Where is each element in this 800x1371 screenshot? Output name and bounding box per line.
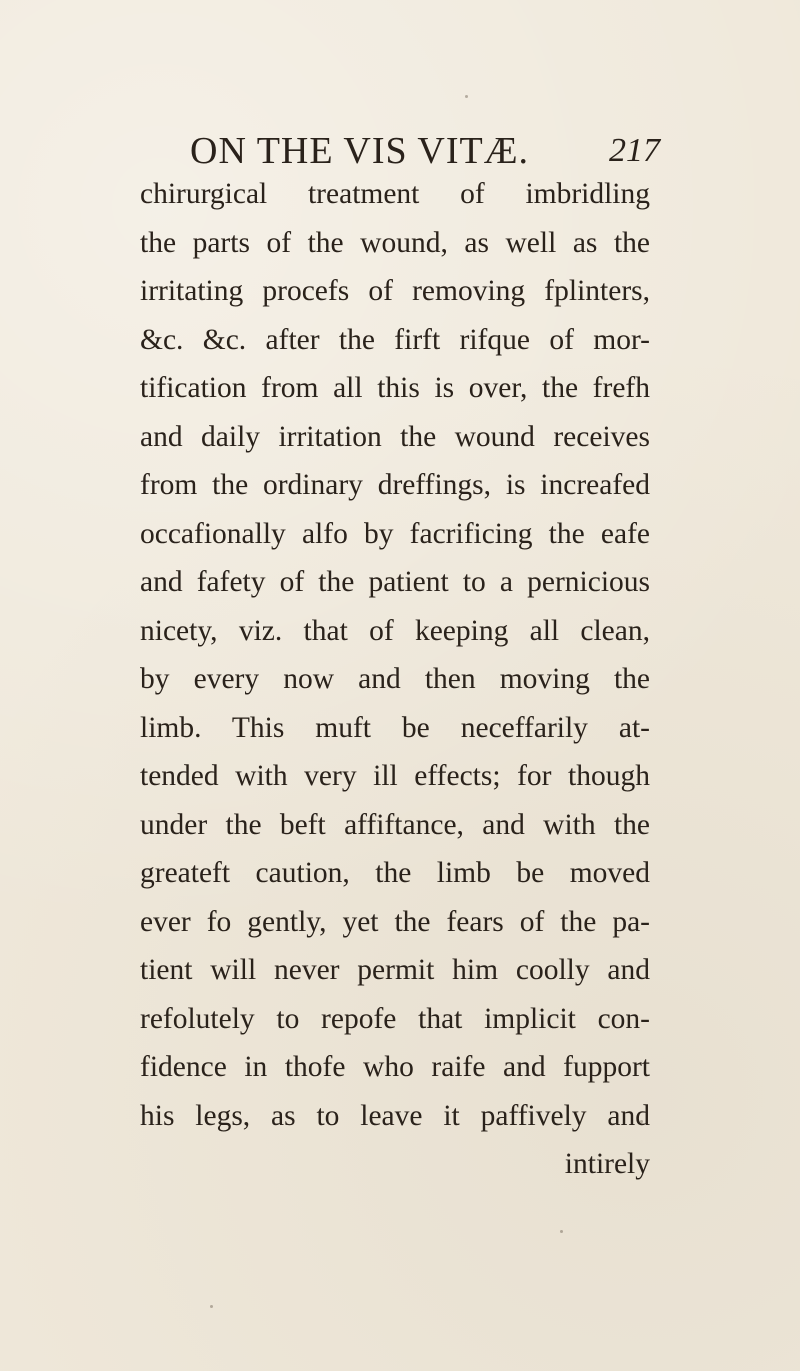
text-line: by every now and then moving the (140, 663, 650, 695)
text-line: and daily irritation the wound receives (140, 420, 650, 453)
text-line: nicety, viz. that of keeping all clean, (140, 614, 650, 647)
text-line: greateft caution, the limb be moved (140, 857, 650, 889)
paper-speck (640, 1120, 643, 1123)
body-text (140, 170, 650, 1189)
paper-speck (560, 1230, 563, 1233)
paper-speck (210, 1305, 213, 1308)
text-line: and fafety of the patient to a pernicious (140, 566, 650, 598)
text-line: the parts of the wound, as well as the (140, 226, 650, 259)
text-line: tended with very ill effects; for though (140, 760, 650, 792)
text-line: ever fo gently, yet the fears of the pa- (140, 905, 650, 938)
text-line: refolutely to repofe that implicit con- (140, 1002, 650, 1035)
text-line: fidence in thofe who raife and fupport (140, 1051, 650, 1083)
text-line: limb. This muft be neceffarily at- (140, 711, 650, 744)
text-line: irritating procefs of removing fplinters, (140, 275, 650, 307)
text-line: &c. &c. after the firft rifque of mor- (140, 323, 650, 356)
text-line: occafionally alfo by facrificing the eafe (140, 517, 650, 550)
text-line: tient will never permit him coolly and (140, 954, 650, 986)
text-line: from the ordinary dreffings, is increafed (140, 469, 650, 501)
page-number: 217 (609, 132, 660, 169)
catchword: intirely (564, 1148, 650, 1180)
text-line: his legs, as to leave it paffively and (140, 1099, 650, 1132)
paper-speck (465, 95, 468, 98)
text-line: under the beft affiftance, and with the (140, 808, 650, 841)
text-line: tification from all this is over, the frefh (140, 372, 650, 404)
text-line: chirurgical treatment of imbridling (140, 178, 650, 210)
running-head: ON THE VIS VITÆ. (190, 130, 530, 172)
